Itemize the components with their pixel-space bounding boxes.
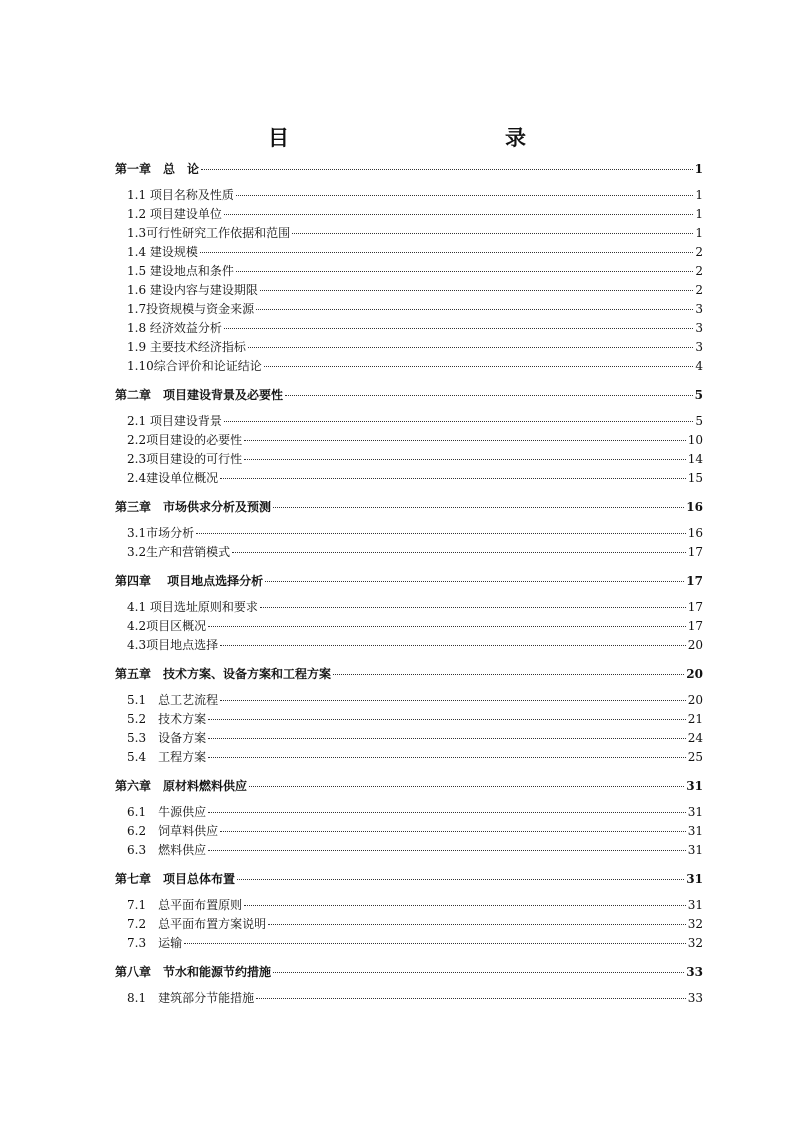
toc-entry-title: 7.1 总平面布置原则 <box>127 898 243 912</box>
toc-section-entry[interactable] <box>115 319 703 338</box>
toc-section-entry[interactable] <box>115 748 703 767</box>
toc-chapter-entry[interactable] <box>115 498 703 517</box>
toc-page-number: 2 <box>695 264 703 278</box>
toc-section-entry[interactable] <box>115 431 703 450</box>
toc-entry-title: 第五章 技术方案、设备方案和工程方案 <box>115 667 332 681</box>
toc-entry-title: 2.2项目建设的必要性 <box>127 433 243 447</box>
toc-entry-title: 1.8 经济效益分析 <box>127 321 222 335</box>
dot-leader <box>249 786 684 787</box>
dot-leader <box>201 169 693 170</box>
toc-page-number: 10 <box>687 433 703 447</box>
toc-section-entry[interactable] <box>115 281 703 300</box>
toc-page-number: 5 <box>694 388 703 402</box>
toc-section-entry[interactable] <box>115 896 703 915</box>
toc-entry-title: 7.2 总平面布置方案说明 <box>127 917 267 931</box>
toc-page-number: 33 <box>686 965 703 979</box>
dot-leader <box>236 195 693 196</box>
toc-section-entry[interactable] <box>115 710 703 729</box>
toc-page-number: 15 <box>687 471 703 485</box>
toc-page-number: 2 <box>695 283 703 297</box>
toc-section-entry[interactable] <box>115 450 703 469</box>
toc-entry-title: 1.1 项目名称及性质 <box>127 188 234 202</box>
toc-entry-title: 第二章 项目建设背景及必要性 <box>115 388 284 402</box>
toc-section-entry[interactable] <box>115 243 703 262</box>
toc-entry-title: 1.10综合评价和论证结论 <box>127 359 262 373</box>
toc-section-entry[interactable] <box>115 524 703 543</box>
toc-page-number: 31 <box>687 824 703 838</box>
dot-leader <box>220 478 686 479</box>
dot-leader <box>256 309 693 310</box>
toc-section-entry[interactable] <box>115 934 703 953</box>
toc-section-entry[interactable] <box>115 300 703 319</box>
dot-leader <box>196 533 686 534</box>
dot-leader <box>333 674 684 675</box>
toc-page-number: 20 <box>686 667 703 681</box>
toc-page-number: 24 <box>687 731 703 745</box>
toc-page-number: 3 <box>695 340 703 354</box>
toc-page-number: 20 <box>687 693 703 707</box>
toc-entry-title: 8.1 建筑部分节能措施 <box>127 991 255 1005</box>
toc-page-number: 3 <box>695 302 703 316</box>
toc-page-number: 31 <box>686 779 703 793</box>
toc-chapter-entry[interactable] <box>115 963 703 982</box>
toc-section-entry[interactable] <box>115 543 703 562</box>
dot-leader <box>244 440 686 441</box>
toc-page-number: 17 <box>687 545 703 559</box>
toc-entry-title: 1.3可行性研究工作依据和范围 <box>127 226 291 240</box>
table-of-contents <box>115 160 703 1008</box>
toc-section-entry[interactable] <box>115 989 703 1008</box>
toc-page-number: 16 <box>686 500 703 514</box>
toc-page-number: 17 <box>686 574 703 588</box>
toc-entry-title: 1.2 项目建设单位 <box>127 207 222 221</box>
toc-section-entry[interactable] <box>115 636 703 655</box>
toc-entry-title: 7.3 运输 <box>127 936 183 950</box>
toc-entry-title: 4.3项目地点选择 <box>127 638 219 652</box>
toc-entry-title: 2.3项目建设的可行性 <box>127 452 243 466</box>
toc-entry-title: 1.6 建设内容与建设期限 <box>127 283 258 297</box>
toc-entry-title: 5.2 技术方案 <box>127 712 207 726</box>
toc-entry-title: 3.2生产和营销模式 <box>127 545 231 559</box>
toc-chapter-entry[interactable] <box>115 160 703 179</box>
toc-page-number: 33 <box>687 991 703 1005</box>
toc-section-entry[interactable] <box>115 469 703 488</box>
toc-page-number: 2 <box>695 245 703 259</box>
toc-chapter-entry[interactable] <box>115 665 703 684</box>
toc-page-number: 1 <box>694 162 703 176</box>
toc-page-number: 32 <box>687 917 703 931</box>
toc-section-entry[interactable] <box>115 841 703 860</box>
dot-leader <box>184 943 686 944</box>
toc-chapter-entry[interactable] <box>115 386 703 405</box>
dot-leader <box>208 738 686 739</box>
dot-leader <box>232 552 686 553</box>
toc-entry-title: 1.5 建设地点和条件 <box>127 264 234 278</box>
dot-leader <box>208 719 686 720</box>
dot-leader <box>256 998 686 999</box>
toc-section-entry[interactable] <box>115 598 703 617</box>
toc-entry-title: 6.3 燃料供应 <box>127 843 207 857</box>
toc-page-number: 31 <box>687 843 703 857</box>
toc-section-entry[interactable] <box>115 803 703 822</box>
toc-page-number: 20 <box>687 638 703 652</box>
dot-leader <box>260 290 693 291</box>
toc-page-number: 1 <box>695 226 703 240</box>
dot-leader <box>224 214 693 215</box>
toc-section-entry[interactable] <box>115 338 703 357</box>
toc-entry-title: 5.1 总工艺流程 <box>127 693 219 707</box>
toc-section-entry[interactable] <box>115 915 703 934</box>
dot-leader <box>224 421 693 422</box>
toc-entry-title: 第四章 项目地点选择分析 <box>115 574 264 588</box>
dot-leader <box>264 366 694 367</box>
toc-page-number: 31 <box>687 898 703 912</box>
dot-leader <box>285 395 693 396</box>
toc-page-number: 3 <box>695 321 703 335</box>
toc-entry-title: 第一章 总 论 <box>115 162 200 176</box>
toc-entry-title: 6.2 饲草料供应 <box>127 824 219 838</box>
dot-leader <box>244 459 686 460</box>
toc-section-entry[interactable] <box>115 691 703 710</box>
toc-section-entry[interactable] <box>115 357 703 376</box>
dot-leader <box>244 905 686 906</box>
dot-leader <box>220 831 686 832</box>
toc-page-number: 1 <box>695 207 703 221</box>
toc-page-number: 16 <box>687 526 703 540</box>
dot-leader <box>248 347 693 348</box>
toc-chapter-entry[interactable] <box>115 572 703 591</box>
toc-entry-title: 1.9 主要技术经济指标 <box>127 340 246 354</box>
dot-leader <box>220 700 686 701</box>
dot-leader <box>260 607 686 608</box>
dot-leader <box>208 626 686 627</box>
toc-section-entry[interactable] <box>115 617 703 636</box>
toc-page-number: 31 <box>686 872 703 886</box>
toc-chapter-entry[interactable] <box>115 870 703 889</box>
toc-page-number: 17 <box>687 600 703 614</box>
toc-entry-title: 第六章 原材料燃料供应 <box>115 779 248 793</box>
dot-leader <box>220 645 686 646</box>
dot-leader <box>292 233 693 234</box>
toc-entry-title: 第七章 项目总体布置 <box>115 872 236 886</box>
toc-entry-title: 1.4 建设规模 <box>127 245 198 259</box>
dot-leader <box>208 850 686 851</box>
toc-section-entry[interactable] <box>115 205 703 224</box>
toc-page-number: 4 <box>695 359 703 373</box>
toc-chapter-entry[interactable] <box>115 777 703 796</box>
toc-page-number: 21 <box>687 712 703 726</box>
dot-leader <box>237 879 684 880</box>
toc-entry-title: 第八章 节水和能源节约措施 <box>115 965 272 979</box>
toc-entry-title: 4.1 项目选址原则和要求 <box>127 600 258 614</box>
dot-leader <box>200 252 693 253</box>
toc-section-entry[interactable] <box>115 412 703 431</box>
dot-leader <box>268 924 686 925</box>
toc-entry-title: 1.7投资规模与资金来源 <box>127 302 255 316</box>
toc-entry-title: 2.1 项目建设背景 <box>127 414 222 428</box>
dot-leader <box>208 757 686 758</box>
toc-section-entry[interactable] <box>115 186 703 205</box>
toc-entry-title: 3.1市场分析 <box>127 526 195 540</box>
toc-entry-title: 4.2项目区概况 <box>127 619 207 633</box>
dot-leader <box>265 581 684 582</box>
toc-entry-title: 6.1 牛源供应 <box>127 805 207 819</box>
toc-section-entry[interactable] <box>115 729 703 748</box>
toc-page-number: 17 <box>687 619 703 633</box>
dot-leader <box>273 972 684 973</box>
toc-section-entry[interactable] <box>115 262 703 281</box>
toc-entry-title: 5.4 工程方案 <box>127 750 207 764</box>
dot-leader <box>273 507 684 508</box>
toc-page-number: 32 <box>687 936 703 950</box>
toc-page-number: 31 <box>687 805 703 819</box>
dot-leader <box>224 328 693 329</box>
dot-leader <box>236 271 693 272</box>
toc-page-number: 25 <box>687 750 703 764</box>
toc-entry-title: 2.4建设单位概况 <box>127 471 219 485</box>
toc-section-entry[interactable] <box>115 822 703 841</box>
page-title: 目 录 <box>268 125 584 150</box>
dot-leader <box>208 812 686 813</box>
toc-entry-title: 5.3 设备方案 <box>127 731 207 745</box>
toc-page-number: 5 <box>695 414 703 428</box>
toc-page-number: 14 <box>687 452 703 466</box>
toc-section-entry[interactable] <box>115 224 703 243</box>
toc-entry-title: 第三章 市场供求分析及预测 <box>115 500 272 514</box>
toc-page-number: 1 <box>695 188 703 202</box>
